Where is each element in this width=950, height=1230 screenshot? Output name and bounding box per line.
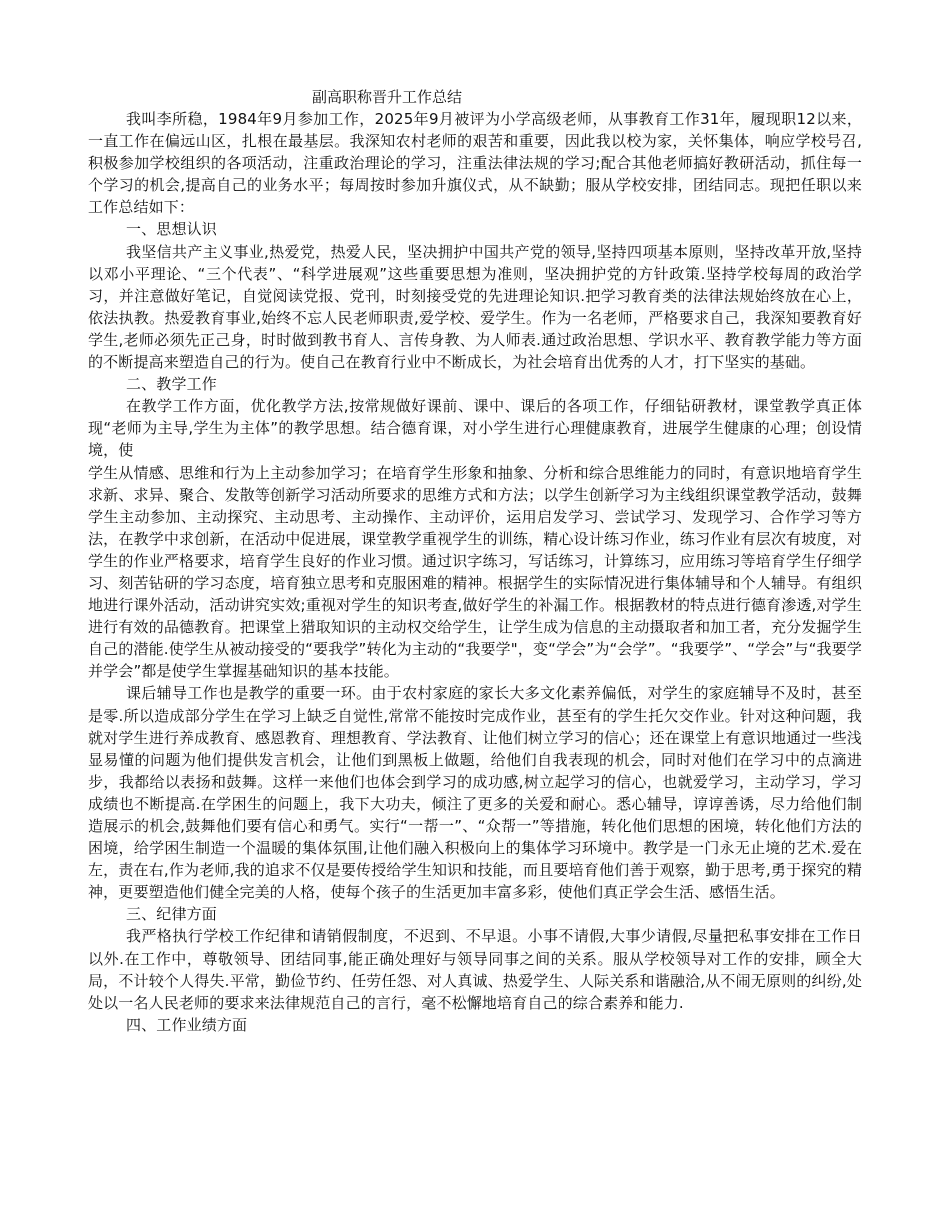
section-heading-discipline: 三、纪律方面 [126, 905, 217, 924]
intro-paragraph: 我叫李所稳，1984年9月参加工作，2025年9月被评为小学高级老师，从事教育工作31年，履现职12以来，一直工作在偏远山区，扎根在最基层。我深知农村老师的艰苦和重要，因此我以校为家，关怀集体，响应学校号召,积极参加学校组织的各项活动，注重政治理论的学习，注重法律法规的学习;配合其他老师搞好教研活动，抓住每一个学习的机会,提高自己的业务水平；每周按时参加升旗仪式，从不缺勤；服从学校安排，团结同志。现把任职以来工作总结如下： [88, 110, 862, 217]
tutoring-paragraph: 课后辅导工作也是教学的重要一环。由于农村家庭的家长大多文化素养偏低，对学生的家庭辅导不及时，甚至是零.所以造成部分学生在学习上缺乏自觉性,常常不能按时完成作业，甚至有的学生托欠交作业。针对这种问题，我就对学生进行养成教育、感恩教育、理想教育、学法教育、让他们树立学习的信心；还在课堂上有意识地通过一些浅显易懂的问题为他们提供发言机会，让他们到黑板上做题，给他们自我表现的机会，同时对他们在学习中的点滴进步，我都给以表扬和鼓舞。这样一来他们也体会到学习的成功感,树立起学习的信心，也就爱学习，主动学习，学习成绩也不断提高.在学困生的问题上，我下大功夫，倾注了更多的关爱和耐心。悉心辅导，谆谆善诱，尽力给他们制造展示的机会,鼓舞他们要有信心和勇气。实行“一帮一”、“众帮一”等措施，转化他们思想的困境，转化他们方法的困境，给学困生制造一个温暖的集体氛围,让他们融入积极向上的集体学习环境中。教学是一门永无止境的艺术.爱在左，责在右,作为老师,我的追求不仅是要传授给学生知识和技能，而且要培育他们善于观察，勤于思考,勇于探究的精神，更要塑造他们健全完美的人格，使每个孩子的生活更加丰富多彩，使他们真正学会生活、感悟生活。 [88, 684, 862, 902]
section-heading-thought: 一、思想认识 [126, 220, 217, 239]
teaching-paragraph-part1: 在教学工作方面，优化教学方法,按常规做好课前、课中、课后的各项工作，仔细钻研教材，课堂教学真正体现“老师为主导,学生为主体”的教学思想。结合德育课，对小学生进行心理健康教育，进展学生健康的心理；创设情境，使 [88, 397, 862, 460]
discipline-paragraph: 我严格执行学校工作纪律和请销假制度，不迟到、不早退。小事不请假,大事少请假,尽量把私事安排在工作日以外.在工作中，尊敬领导、团结同事,能正确处理好与领导同事之间的关系。服从学校领导对工作的安排，顾全大局，不计较个人得失.平常，勤俭节约、任劳任怨、对人真诚、热爱学生、人际关系和谐融洽,从不闹无原则的纠纷,处处以一名人民老师的要求来法律规范自己的言行，毫不松懈地培育自己的综合素养和能力. [88, 927, 862, 1012]
document-title: 副高职称晋升工作总结 [312, 88, 463, 106]
section-heading-teaching: 二、教学工作 [126, 375, 217, 394]
document-page [88, 86, 862, 1036]
section-heading-achievements: 四、工作业绩方面 [126, 1015, 248, 1034]
teaching-paragraph-part2: 学生从情感、思维和行为上主动参加学习；在培育学生形象和抽象、分析和综合思维能力的同时，有意识地培育学生求新、求异、聚合、发散等创新学习活动所要求的思维方式和方法；以学生创新学习为主线组织课堂教学活动，鼓舞学生主动参加、主动探究、主动思考、主动操作、主动评价，运用启发学习、尝试学习、发现学习、合作学习等方法，在教学中求创新，在活动中促进展，课堂教学重视学生的训练，精心设计练习作业，练习作业有层次有坡度，对学生的作业严格要求，培育学生良好的作业习惯。通过识字练习，写话练习，计算练习，应用练习等培育学生仔细学习、刻苦钻研的学习态度，培育独立思考和克服困难的精神。根据学生的实际情况进行集体辅导和个人辅导。有组织地进行课外活动，活动讲究实效;重视对学生的知识考查,做好学生的补漏工作。根据教材的特点进行德育渗透,对学生进行有效的品德教育。把课堂上猎取知识的主动权交给学生，让学生成为信息的主动摄取者和加工者，充分发掘学生自己的潜能.使学生从被动接受的“要我学”转化为主动的“我要学"，变“学会”为“会学”。“我要学”、“学会”与“我要学并学会”都是使学生掌握基础知识的基本技能。 [88, 463, 862, 681]
thought-paragraph: 我坚信共产主义事业,热爱党，热爱人民，坚决拥护中国共产党的领导,坚持四项基本原则，坚持改革开放,坚持以邓小平理论、“三个代表”、“科学进展观”这些重要思想为准则，坚决拥护党的方针政策.坚持学校每周的政治学习，并注意做好笔记，自觉阅读党报、党刊，时刻接受党的先进理论知识.把学习教育类的法律法规始终放在心上，依法执教。热爱教育事业,始终不忘人民老师职责,爱学校、爱学生。作为一名老师，严格要求自己，我深知要教育好学生,老师必须先正己身，时时做到教书育人、言传身教、为人师表.通过政治思想、学识水平、教育教学能力等方面的不断提高来塑造自己的行为。使自己在教育行业中不断成长，为社会培育出优秀的人才，打下坚实的基础。 [88, 242, 862, 372]
